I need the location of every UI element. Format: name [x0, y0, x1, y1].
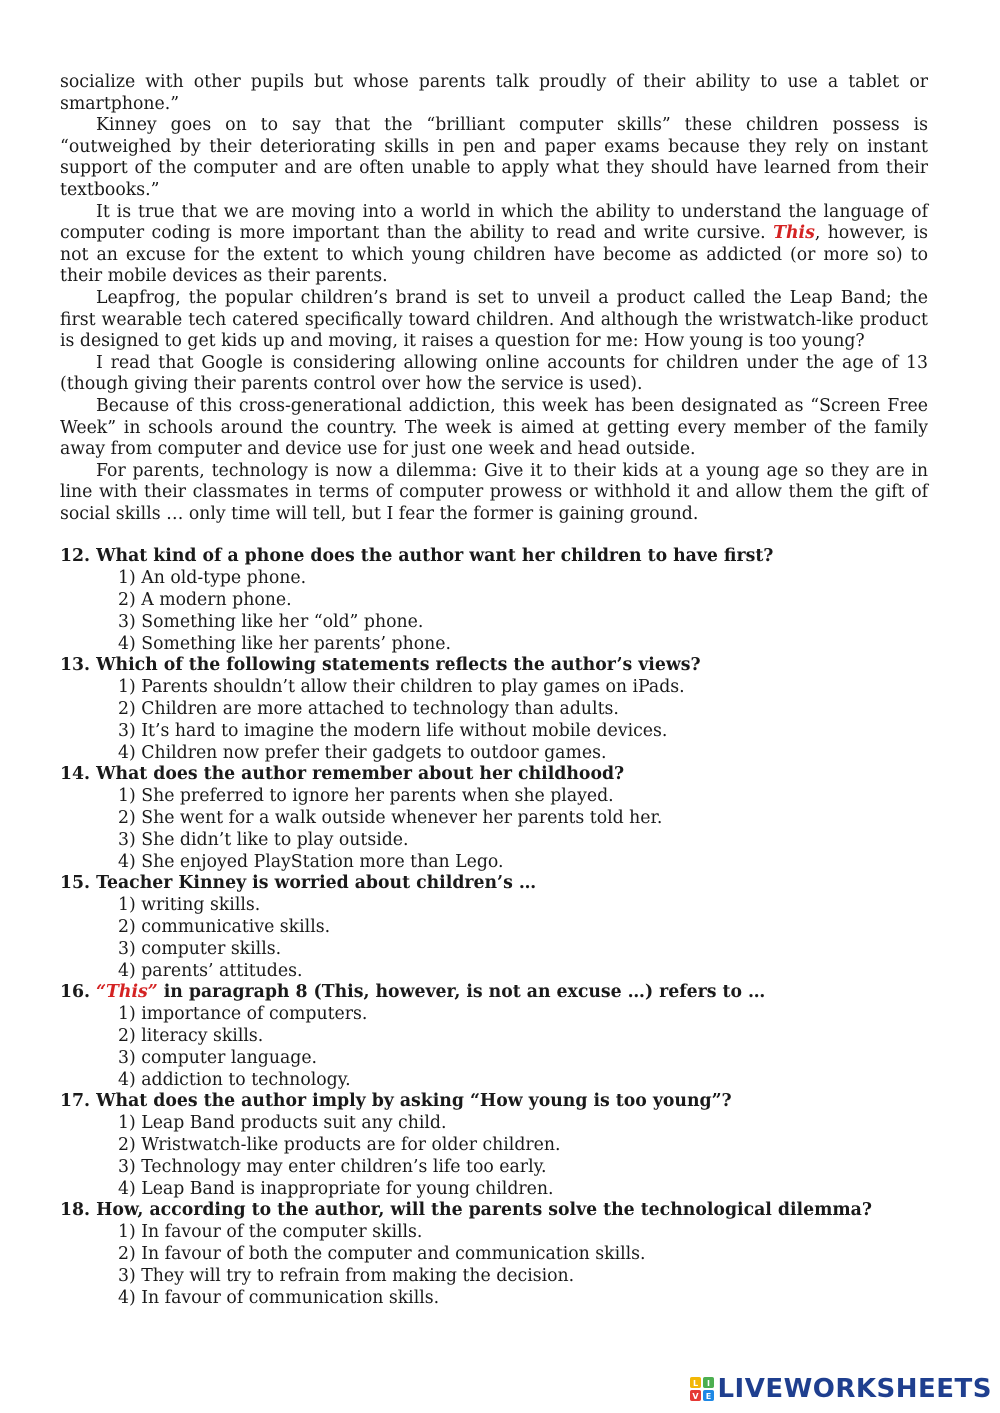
question-16	[60, 982, 928, 1091]
question-number: 14.	[60, 764, 91, 785]
answer-option[interactable]: 4) Children now prefer their gadgets to outdoor games.	[118, 742, 607, 763]
svg-text:E: E	[706, 1392, 712, 1401]
answer-option[interactable]: 3) They will try to refrain from making the decision.	[118, 1265, 575, 1286]
question-title	[60, 873, 928, 895]
answer-option[interactable]: 4) In favour of communication skills.	[118, 1287, 440, 1308]
question-number: 17.	[60, 1091, 91, 1112]
question-number: 16.	[60, 982, 91, 1003]
svg-text:V: V	[692, 1392, 700, 1401]
answer-option[interactable]: 4) parents’ attitudes.	[118, 960, 303, 981]
answer-option[interactable]: 2) A modern phone.	[118, 590, 292, 611]
question-text: in paragraph 8 (This, however, is not an excuse …) refers to …	[157, 982, 766, 1003]
answer-option[interactable]: 1) Parents shouldn’t allow their children to play games on iPads.	[118, 677, 685, 698]
answer-option[interactable]: 1) She preferred to ignore her parents when she played.	[118, 786, 614, 807]
question-14	[60, 764, 928, 873]
question-number: 15.	[60, 873, 91, 894]
passage-paragraph: Kinney goes on to say that the “brilliant computer skills” these children possess is “outweighed by their deteriorating skills in pen and paper exams because they rely on instant support of the computer and are often unable to apply what they should have learned from their textbooks.”	[60, 115, 928, 200]
answer-option[interactable]: 1) writing skills.	[118, 895, 261, 916]
liveworksheets-brand[interactable]	[689, 1373, 992, 1405]
answer-option[interactable]: 3) She didn’t like to play outside.	[118, 829, 409, 850]
answer-option[interactable]: 1) An old-type phone.	[118, 568, 307, 589]
answer-option[interactable]: 1) Leap Band products suit any child.	[118, 1113, 447, 1134]
answer-option[interactable]: 3) It’s hard to imagine the modern life without mobile devices.	[118, 720, 668, 741]
paragraph-text: It is true that we are moving into a world in which the ability to understand the language of computer coding is more important than the ability to read and write cursive.	[60, 201, 928, 244]
question-12	[60, 546, 928, 655]
answer-option[interactable]: 3) computer skills.	[118, 938, 282, 959]
svg-text:L: L	[693, 1379, 699, 1388]
question-title	[60, 655, 928, 677]
passage-paragraph: socialize with other pupils but whose parents talk proudly of their ability to use a tablet or smartphone.”	[60, 72, 928, 114]
question-list	[60, 546, 928, 1309]
answer-option[interactable]: 4) Leap Band is inappropriate for young children.	[118, 1178, 554, 1199]
answer-option[interactable]: 2) In favour of both the computer and communication skills.	[118, 1243, 646, 1264]
paragraph-text: , however, is not an excuse for the extent to which young children have become as addicted (or more so) to their mobile devices as their parents.	[60, 223, 928, 287]
passage-paragraph: Leapfrog, the popular children’s brand is set to unveil a product called the Leap Band; the first wearable tech catered specifically toward children. And although the wristwatch-like product is designed to get kids up and moving, it raises a question for me: How young is too young?	[60, 287, 928, 352]
question-17	[60, 1091, 928, 1200]
answer-option[interactable]: 1) In favour of the computer skills.	[118, 1222, 423, 1243]
answer-option[interactable]: 2) Children are more attached to technology than adults.	[118, 699, 619, 720]
answer-option[interactable]: 4) addiction to technology.	[118, 1069, 351, 1090]
passage-paragraph	[60, 202, 928, 288]
question-text: What does the author imply by asking “How young is too young”?	[96, 1091, 732, 1112]
question-text: What does the author remember about her childhood?	[96, 764, 625, 785]
answer-option[interactable]: 2) communicative skills.	[118, 917, 331, 938]
passage-paragraph: I read that Google is considering allowing online accounts for children under the age of 13 (though giving their parents control over how the service is used).	[60, 352, 928, 395]
highlighted-word: “This”	[96, 982, 158, 1003]
answer-option[interactable]: 3) Something like her “old” phone.	[118, 611, 424, 632]
question-text: Which of the following statements reflects the author’s views?	[96, 655, 701, 676]
liveworksheets-logo-icon	[689, 1376, 715, 1402]
answer-option[interactable]: 3) computer language.	[118, 1047, 318, 1068]
question-number: 18.	[60, 1200, 91, 1221]
highlighted-word: This	[773, 223, 815, 244]
answer-option[interactable]: 2) She went for a walk outside whenever her parents told her.	[118, 808, 663, 829]
passage-paragraph: For parents, technology is now a dilemma: Give it to their kids at a young age so they are in line with their classmates in terms of computer prowess or withhold it and allow them the gift of social skills … only time will tell, but I fear the former is gaining ground.	[60, 460, 928, 524]
reading-passage	[60, 72, 928, 525]
answer-option[interactable]: 1) importance of computers.	[118, 1004, 368, 1025]
answer-option[interactable]: 3) Technology may enter children’s life too early.	[118, 1156, 547, 1177]
question-title	[60, 764, 928, 786]
question-number: 12.	[60, 546, 91, 567]
answer-option[interactable]: 2) literacy skills.	[118, 1026, 264, 1046]
answer-option[interactable]: 4) She enjoyed PlayStation more than Lego.	[118, 851, 504, 872]
question-15	[60, 873, 928, 982]
question-text: What kind of a phone does the author want her children to have first?	[96, 546, 774, 567]
question-text: Teacher Kinney is worried about children’s …	[96, 873, 537, 894]
question-title	[60, 1200, 928, 1222]
question-title	[60, 982, 928, 1004]
brand-name: LIVEWORKSHEETS	[717, 1374, 992, 1404]
answer-option[interactable]: 2) Wristwatch-like products are for older children.	[118, 1134, 561, 1155]
svg-text:I: I	[707, 1379, 711, 1388]
question-title	[60, 1091, 928, 1113]
answer-option[interactable]: 4) Something like her parents’ phone.	[118, 633, 451, 654]
question-title	[60, 546, 928, 568]
question-text: How, according to the author, will the parents solve the technological dilemma?	[96, 1200, 872, 1221]
question-13	[60, 655, 928, 764]
passage-paragraph: Because of this cross-generational addiction, this week has been designated as “Screen Free Week” in schools around the country. The week is aimed at getting every member of the family away from computer and device use for just one week and head outside.	[60, 395, 928, 460]
question-18	[60, 1200, 928, 1309]
worksheet-document	[60, 72, 928, 1309]
question-number: 13.	[60, 655, 97, 676]
